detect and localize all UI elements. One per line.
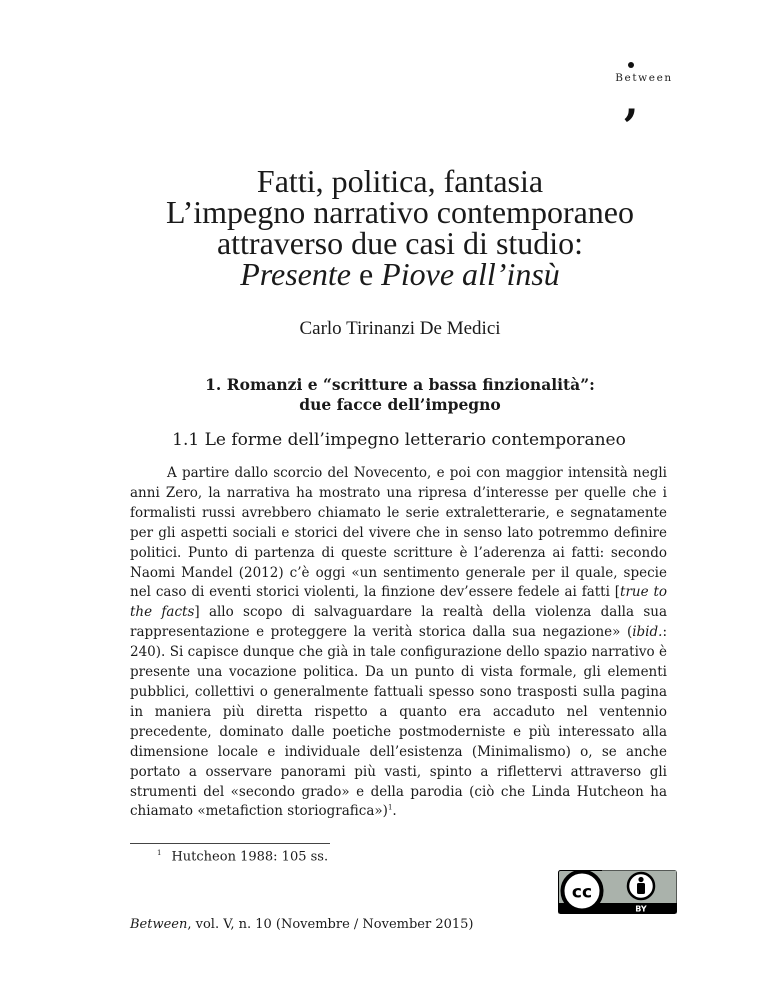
body-text-c: : 240). Si capisce dunque che già in tale configurazione dello spazio narrativo è presente una vocazione politica. Da un punto di vista formale, gli elementi pubblici, collettivi o generalmente fattuali spesso sono trasposti sulla pagina in maniera più diretta rispetto a quanto era accaduto nel ventennio precedente, dominato dalle poetiche postmoderniste e più interessato alla dimensione locale e individuale dell’esistenza (Minimalismo) o, se anche portato a osservare panorami più vasti, spinto a riflettervi attraverso gli strumenti del «secondo grado» e della parodia (ciò che Linda Hutcheon ha chiamato «metafiction storiografica») [130, 624, 667, 820]
subsection-heading: 1.1 Le forme dell’impegno letterario contemporaneo [172, 430, 626, 450]
logo-comma-icon: , [624, 76, 639, 125]
body-italic-ibid: ibid. [632, 624, 663, 641]
page-footer [130, 917, 474, 932]
title-line-4 [130, 256, 670, 292]
footnote-text: Hutcheon 1988: 105 ss. [171, 849, 329, 865]
body-paragraph [130, 464, 667, 822]
section-heading [0, 375, 768, 415]
journal-issue: , vol. V, n. 10 (Novembre / November 2015) [187, 917, 474, 932]
footnote-number: 1 [157, 849, 162, 857]
between-logo [612, 62, 676, 125]
body-text-a: A partire dallo scorcio del Novecento, e poi con maggior intensità negli anni Zero, la narrativa ha mostrato una ripresa d’interesse per quelle che i formalisti russi avrebbero chiamato le serie extraletterarie, e segnatamente per gli aspetti sociali e storici del vivere che in senso lato potremmo definire politici. Punto di partenza di queste scritture è l’aderenza ai fatti: secondo Naomi Mandel (2012) c’è oggi «un sentimento generale per il quale, specie nel caso di eventi storici violenti, la finzione dev’essere fedele ai fatti [ [130, 465, 667, 601]
article-title [130, 163, 670, 292]
title-line-2: L’impegno narrativo contemporaneo [166, 194, 634, 230]
section-heading-line-2: due facce dell’impegno [299, 395, 501, 414]
by-text: BY [635, 904, 647, 914]
title-work-1: Presente [240, 256, 351, 292]
logo-dot [628, 62, 634, 68]
author-name: Carlo Tirinanzi De Medici [299, 318, 501, 339]
journal-name: Between [130, 917, 188, 932]
title-work-2: Piove all’insù [381, 256, 560, 292]
cc-by-icon [558, 870, 677, 914]
cc-by-license-badge[interactable] [558, 870, 677, 914]
title-line-3: attraverso due casi di studio: [216, 225, 584, 261]
cc-text: cc [571, 882, 593, 903]
section-heading-line-1: 1. Romanzi e “scritture a bassa finzionalità”: [205, 375, 595, 394]
footnote-divider [130, 843, 330, 844]
title-conjunction: e [350, 256, 382, 292]
body-text-end: . [392, 803, 397, 820]
title-line-1: Fatti, politica, fantasia [256, 163, 544, 199]
footnote [157, 849, 328, 864]
logo-word: Between [615, 72, 673, 84]
footnote-reference[interactable]: 1 [387, 803, 393, 812]
body-italic-phrase: true to the facts [130, 584, 667, 621]
body-text-b: ] allo scopo di salvaguardare la realtà della violenza dalla sua rappresentazione e proteggere la verità storica dalla sua negazione» ( [130, 604, 667, 641]
